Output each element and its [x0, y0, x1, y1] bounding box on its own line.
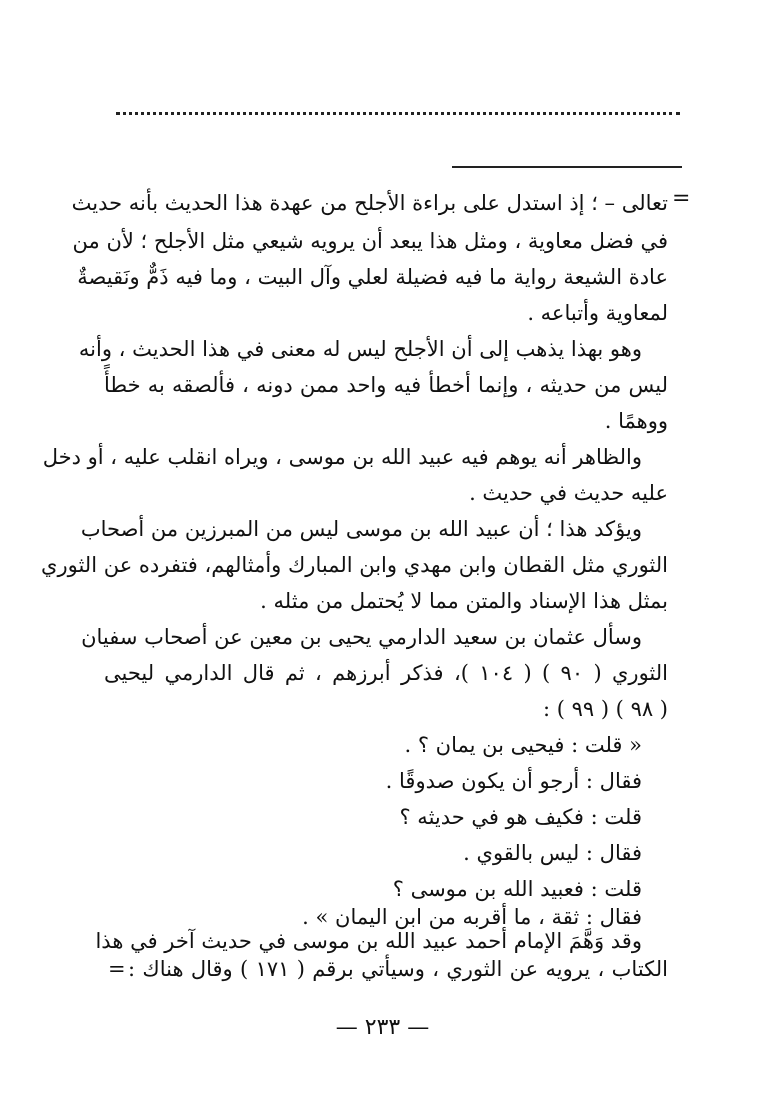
quote-line: « قلت : فيحيى بن يمان ؟ . [404, 733, 642, 757]
text-line: الكتاب ، يرويه عن الثوري ، وسيأتي برقم ( ١٧١ ) وقال هناك : [128, 957, 668, 981]
text-line: تعالى – ؛ إذ استدل على براءة الأجلح من عهدة هذا الحديث بأنه حديث [71, 191, 668, 215]
text-line: عادة الشيعة رواية ما فيه فضيلة لعلي وآل البيت ، وما فيه ذَمٌّ ونَقيصةٌ [77, 265, 668, 289]
text-line: ويؤكد هذا ؛ أن عبيد الله بن موسى ليس من المبرزين من أصحاب [80, 517, 642, 541]
quote-line: فقال : أرجو أن يكون صدوقًا . [385, 769, 642, 793]
dotted-separator [116, 112, 680, 115]
quote-line: فقال : ليس بالقوي . [463, 841, 642, 865]
text-line: لمعاوية وأتباعه . [527, 301, 668, 325]
quote-line: فقال : ثقة ، ما أقربه من ابن اليمان » . [302, 905, 642, 929]
text-line: وقد وَهَّمَ الإمام أحمد عبيد الله بن موسى في حديث آخر في هذا [95, 929, 642, 953]
text-line: ووهمًا . [604, 409, 668, 433]
text-line: وهو بهذا يذهب إلى أن الأجلح ليس له معنى في هذا الحديث ، وأنه [78, 337, 642, 361]
quote-line: قلت : فكيف هو في حديثه ؟ [399, 805, 642, 829]
text-line: الثوري مثل القطان وابن مهدي وابن المبارك وأمثالهم، فتفرده عن الثوري [41, 553, 668, 577]
text-line: ليس من حديثه ، وإنما أخطأ فيه واحد ممن دونه ، فألصقه به خطأً [104, 373, 668, 397]
footnote-rule [452, 166, 682, 168]
text-line: في فضل معاوية ، ومثل هذا يبعد أن يرويه شيعي مثل الأجلح ؛ لأن من [72, 229, 668, 253]
text-line: وسأل عثمان بن سعيد الدارمي يحيى بن معين عن أصحاب سفيان [81, 625, 642, 649]
continuation-mark-end: = [108, 957, 126, 981]
quote-line: قلت : فعبيد الله بن موسى ؟ [392, 877, 642, 901]
continuation-mark: = [672, 186, 691, 211]
text-line: عليه حديث في حديث . [469, 481, 668, 505]
text-line: الثوري ( ٩٠ ) ( ١٠٤ )، فذكر أبرزهم ، ثم قال الدارمي ليحيى [104, 661, 668, 685]
text-line: والظاهر أنه يوهم فيه عبيد الله بن موسى ، ويراه انقلب عليه ، أو دخل [42, 445, 642, 469]
text-line: ( ٩٨ ) ( ٩٩ ) : [542, 697, 668, 721]
page-number: — ٢٣٣ — [335, 1015, 430, 1040]
text-line: بمثل هذا الإسناد والمتن مما لا يُحتمل من مثله . [260, 589, 668, 613]
